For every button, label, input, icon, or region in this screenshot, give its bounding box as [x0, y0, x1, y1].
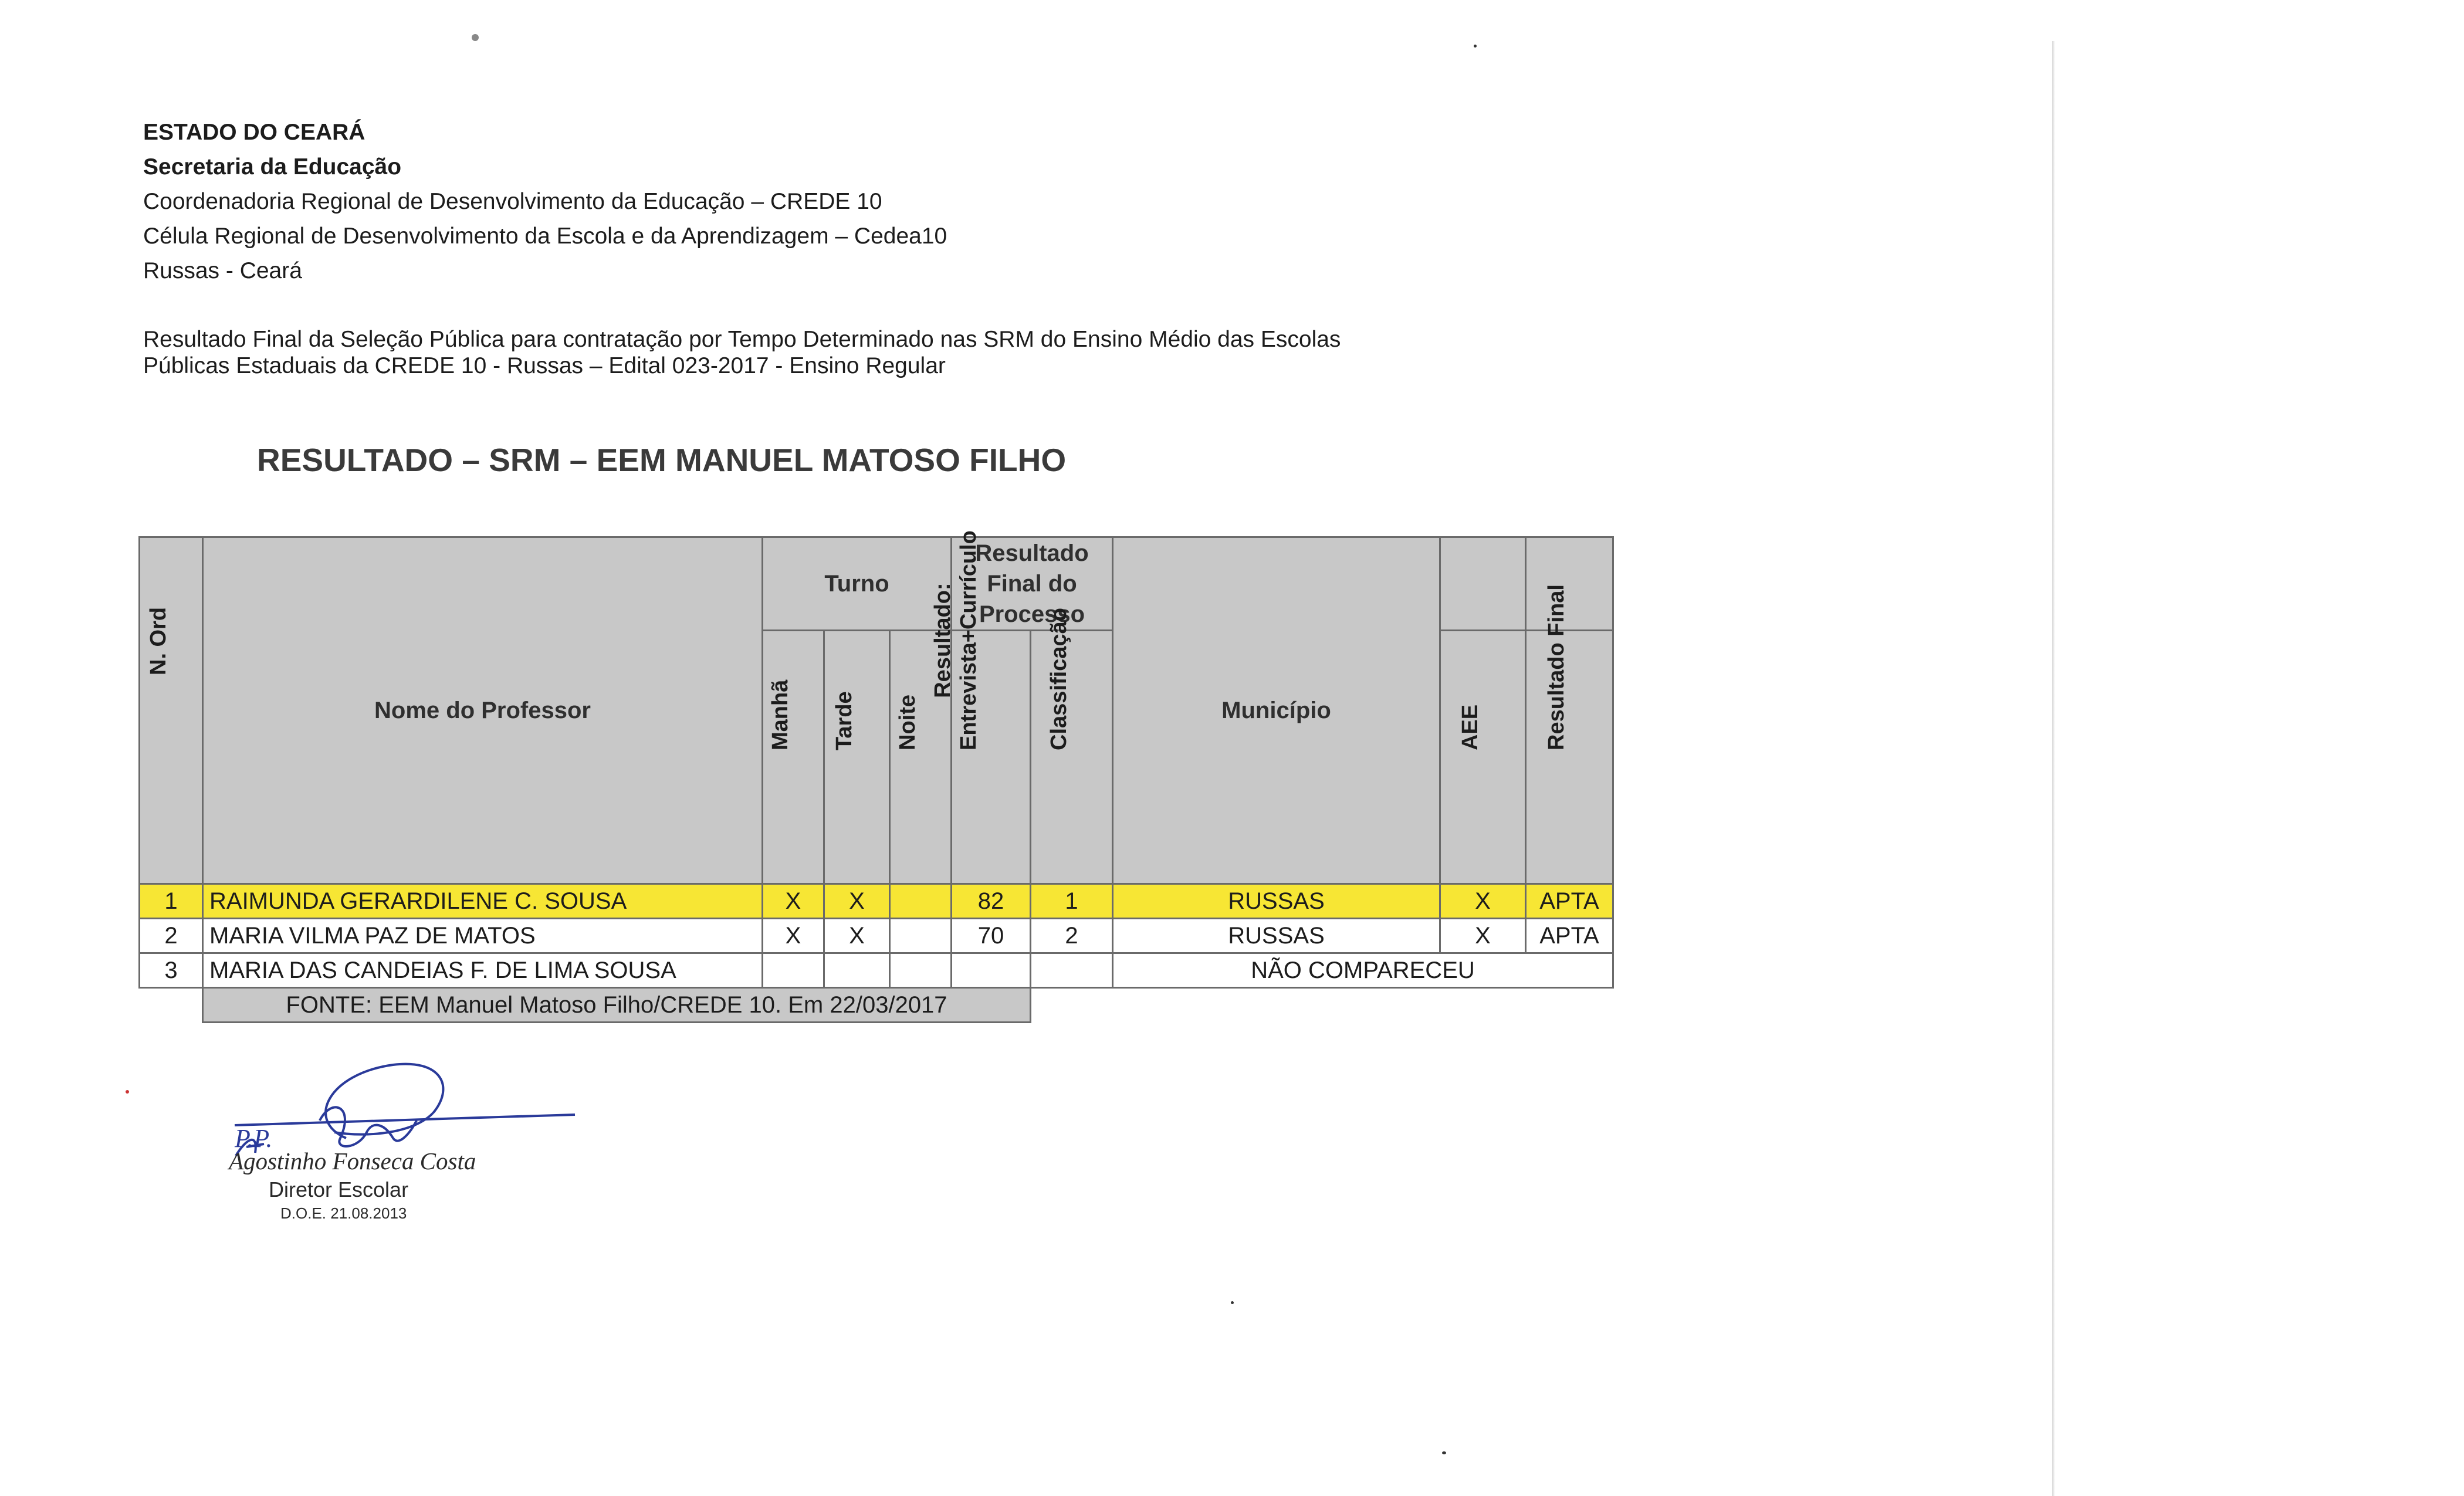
source-row [140, 988, 1613, 1023]
coordination-name: Coordenadoria Regional de Desenvolvimento da Educação – CREDE 10 [143, 189, 882, 214]
results-table [138, 530, 1614, 1023]
status-cell: NÃO COMPARECEU [1113, 953, 1613, 988]
final-result-group-header: Resultado Final do Processo [952, 537, 1113, 631]
scan-speck [1231, 1301, 1234, 1304]
table-source-note: FONTE: EEM Manuel Matoso Filho/CREDE 10. Em 22/03/2017 [203, 988, 1031, 1023]
teacher-name: MARIA VILMA PAZ DE MATOS [203, 919, 763, 953]
night-cell [890, 884, 952, 919]
aee-header: AEE [1440, 631, 1526, 884]
cell-name: Célula Regional de Desenvolvimento da Escola e da Aprendizagem – Cedea10 [143, 224, 947, 249]
morning-cell [763, 953, 824, 988]
header-row-group [140, 537, 1613, 631]
score-cell: 82 [952, 884, 1031, 919]
rank-cell: 2 [1031, 919, 1113, 953]
table-row [140, 884, 1613, 919]
teacher-name: RAIMUNDA GERARDILENE C. SOUSA [203, 884, 763, 919]
score-cell: 70 [952, 919, 1031, 953]
document-intro [143, 326, 1341, 379]
aee-header-top [1440, 537, 1526, 631]
intro-line-1: Resultado Final da Seleção Pública para contratação por Tempo Determinado nas SRM do Ensino Médio das Escolas [143, 327, 1341, 352]
score-header: Resultado: Entrevista+Currículo [952, 631, 1031, 884]
result-title: RESULTADO – SRM – EEM MANUEL MATOSO FILHO [257, 442, 1067, 478]
municipality-header: Município [1113, 537, 1440, 884]
state-name: ESTADO DO CEARÁ [143, 120, 365, 145]
night-header: Noite [890, 631, 952, 884]
table-row [140, 919, 1613, 953]
morning-header: Manhã [763, 631, 824, 884]
scan-speck [472, 34, 479, 41]
signatory-name: Agostinho Fonseca Costa [229, 1148, 476, 1175]
morning-cell: X [763, 919, 824, 953]
row-number: 3 [140, 953, 203, 988]
teacher-name-header: Nome do Professor [203, 537, 763, 884]
afternoon-cell: X [824, 919, 890, 953]
intro-line-2: Públicas Estaduais da CREDE 10 - Russas – Edital 023-2017 - Ensino Regular [143, 353, 946, 378]
document-header [143, 115, 947, 288]
row-number: 1 [140, 884, 203, 919]
scan-speck [1474, 45, 1477, 48]
teacher-name: MARIA DAS CANDEIAS F. DE LIMA SOUSA [203, 953, 763, 988]
night-cell [890, 919, 952, 953]
signatory-role: Diretor Escolar [269, 1177, 409, 1201]
row-number: 2 [140, 919, 203, 953]
final-header-top [1526, 537, 1613, 631]
table-row [140, 953, 1613, 988]
final-result-cell: APTA [1526, 884, 1613, 919]
municipality-cell: RUSSAS [1113, 884, 1440, 919]
aee-cell: X [1440, 884, 1526, 919]
score-cell [952, 953, 1031, 988]
scan-speck [1442, 1451, 1446, 1454]
afternoon-header: Tarde [824, 631, 890, 884]
morning-cell: X [763, 884, 824, 919]
rank-cell [1031, 953, 1113, 988]
scan-page-edge [2052, 41, 2055, 1496]
signature-initials: P.P. [235, 1124, 273, 1153]
rank-cell: 1 [1031, 884, 1113, 919]
city-name: Russas - Ceará [143, 258, 302, 283]
afternoon-cell: X [824, 884, 890, 919]
turno-header: Turno [763, 537, 952, 631]
afternoon-cell [824, 953, 890, 988]
final-result-header: Resultado Final [1526, 631, 1613, 884]
municipality-cell: RUSSAS [1113, 919, 1440, 953]
night-cell [890, 953, 952, 988]
scan-speck [126, 1090, 129, 1094]
secretariat-name: Secretaria da Educação [143, 154, 402, 180]
final-result-cell: APTA [1526, 919, 1613, 953]
rank-header: Classificação [1031, 631, 1113, 884]
aee-cell: X [1440, 919, 1526, 953]
signatory-doe: D.O.E. 21.08.2013 [280, 1204, 407, 1222]
n-ord-header: N. Ord [140, 537, 203, 884]
